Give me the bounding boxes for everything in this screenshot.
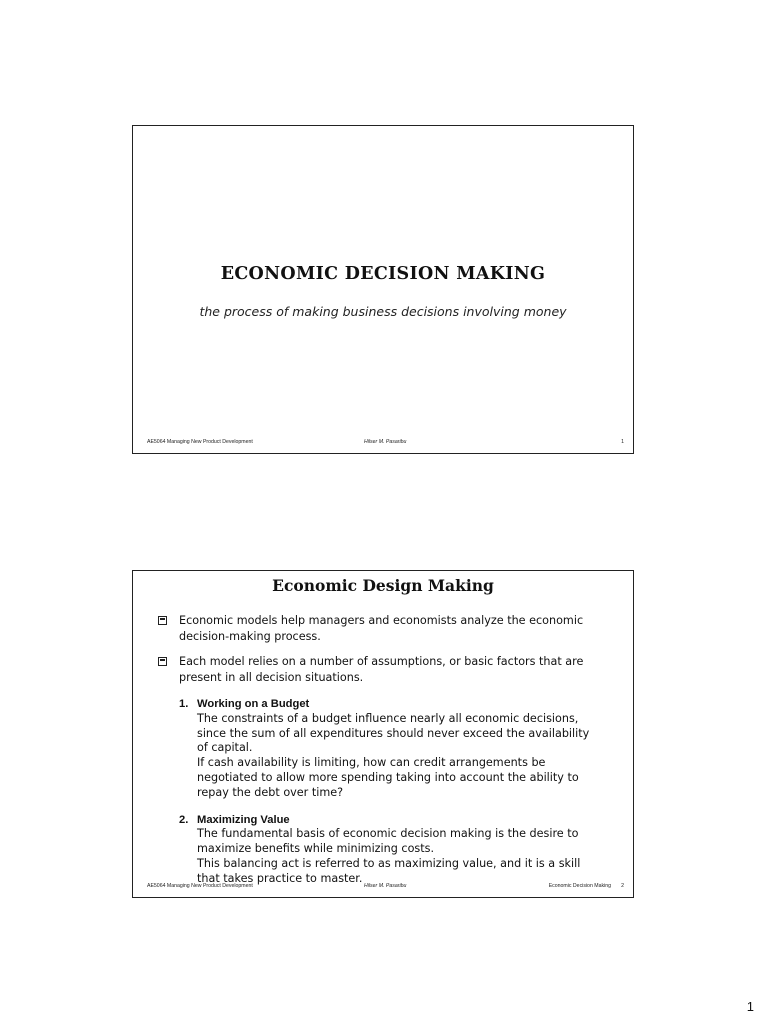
slide-title: Economic Design Making bbox=[272, 576, 494, 595]
item-line: The fundamental basis of economic decision making is the desire to bbox=[197, 827, 579, 841]
footer-topic: Economic Decision Making bbox=[548, 883, 611, 889]
item-body bbox=[179, 827, 609, 886]
item-line: If cash availability is limiting, how can credit arrangements be bbox=[197, 756, 546, 770]
footer-author: Hilser M. Pasaribu bbox=[364, 883, 407, 889]
slide-footer bbox=[133, 439, 633, 449]
numbered-list bbox=[179, 697, 609, 899]
footer-author: Hilser M. Pasaribu bbox=[364, 439, 407, 445]
numbered-item-budget bbox=[179, 697, 609, 801]
footer-slide-number: 1 bbox=[621, 439, 624, 445]
item-line: repay the debt over time? bbox=[197, 785, 344, 799]
bullet-text: Economic models help managers and economists analyze the economic decision-making process. bbox=[179, 614, 584, 643]
item-heading-text: Maximizing Value bbox=[197, 813, 290, 826]
footer-slide-number: 2 bbox=[621, 883, 624, 889]
item-heading-text: Working on a Budget bbox=[197, 698, 310, 710]
item-line: This balancing act is referred to as maximizing value, and it is a skill bbox=[197, 856, 581, 870]
slide-1 bbox=[132, 125, 634, 454]
item-line: that takes practice to master. bbox=[197, 871, 363, 885]
slide-subtitle: the process of making business decisions involving money bbox=[199, 304, 567, 319]
checkbox-bullet-icon bbox=[158, 616, 167, 625]
item-number: 1. bbox=[179, 698, 189, 710]
item-body bbox=[179, 712, 609, 801]
item-number: 2. bbox=[179, 813, 189, 826]
item-heading bbox=[179, 813, 609, 828]
footer-course: AE5064 Managing New Product Development bbox=[147, 883, 253, 889]
item-line: since the sum of all expenditures should never exceed the availability bbox=[197, 726, 590, 740]
bullet-text: Each model relies on a number of assumptions, or basic factors that are present in all decision situations. bbox=[179, 655, 584, 684]
item-line: of capital. bbox=[197, 741, 253, 755]
checkbox-bullet-icon bbox=[158, 657, 167, 666]
numbered-item-value bbox=[179, 813, 609, 887]
slide-2 bbox=[132, 570, 634, 898]
bullet-item bbox=[155, 613, 607, 644]
item-line: The constraints of a budget influence nearly all economic decisions, bbox=[197, 711, 579, 725]
slide-title: ECONOMIC DECISION MAKING bbox=[220, 264, 546, 284]
bullet-item bbox=[155, 654, 607, 685]
page-number: 1 bbox=[746, 999, 754, 1014]
item-heading bbox=[179, 697, 609, 712]
slide-footer bbox=[133, 883, 633, 893]
item-line: maximize benefits while minimizing costs. bbox=[197, 842, 435, 856]
bullet-list bbox=[155, 613, 607, 695]
item-line: negotiated to allow more spending taking into account the ability to bbox=[197, 770, 579, 784]
footer-course: AE5064 Managing New Product Development bbox=[147, 439, 253, 445]
